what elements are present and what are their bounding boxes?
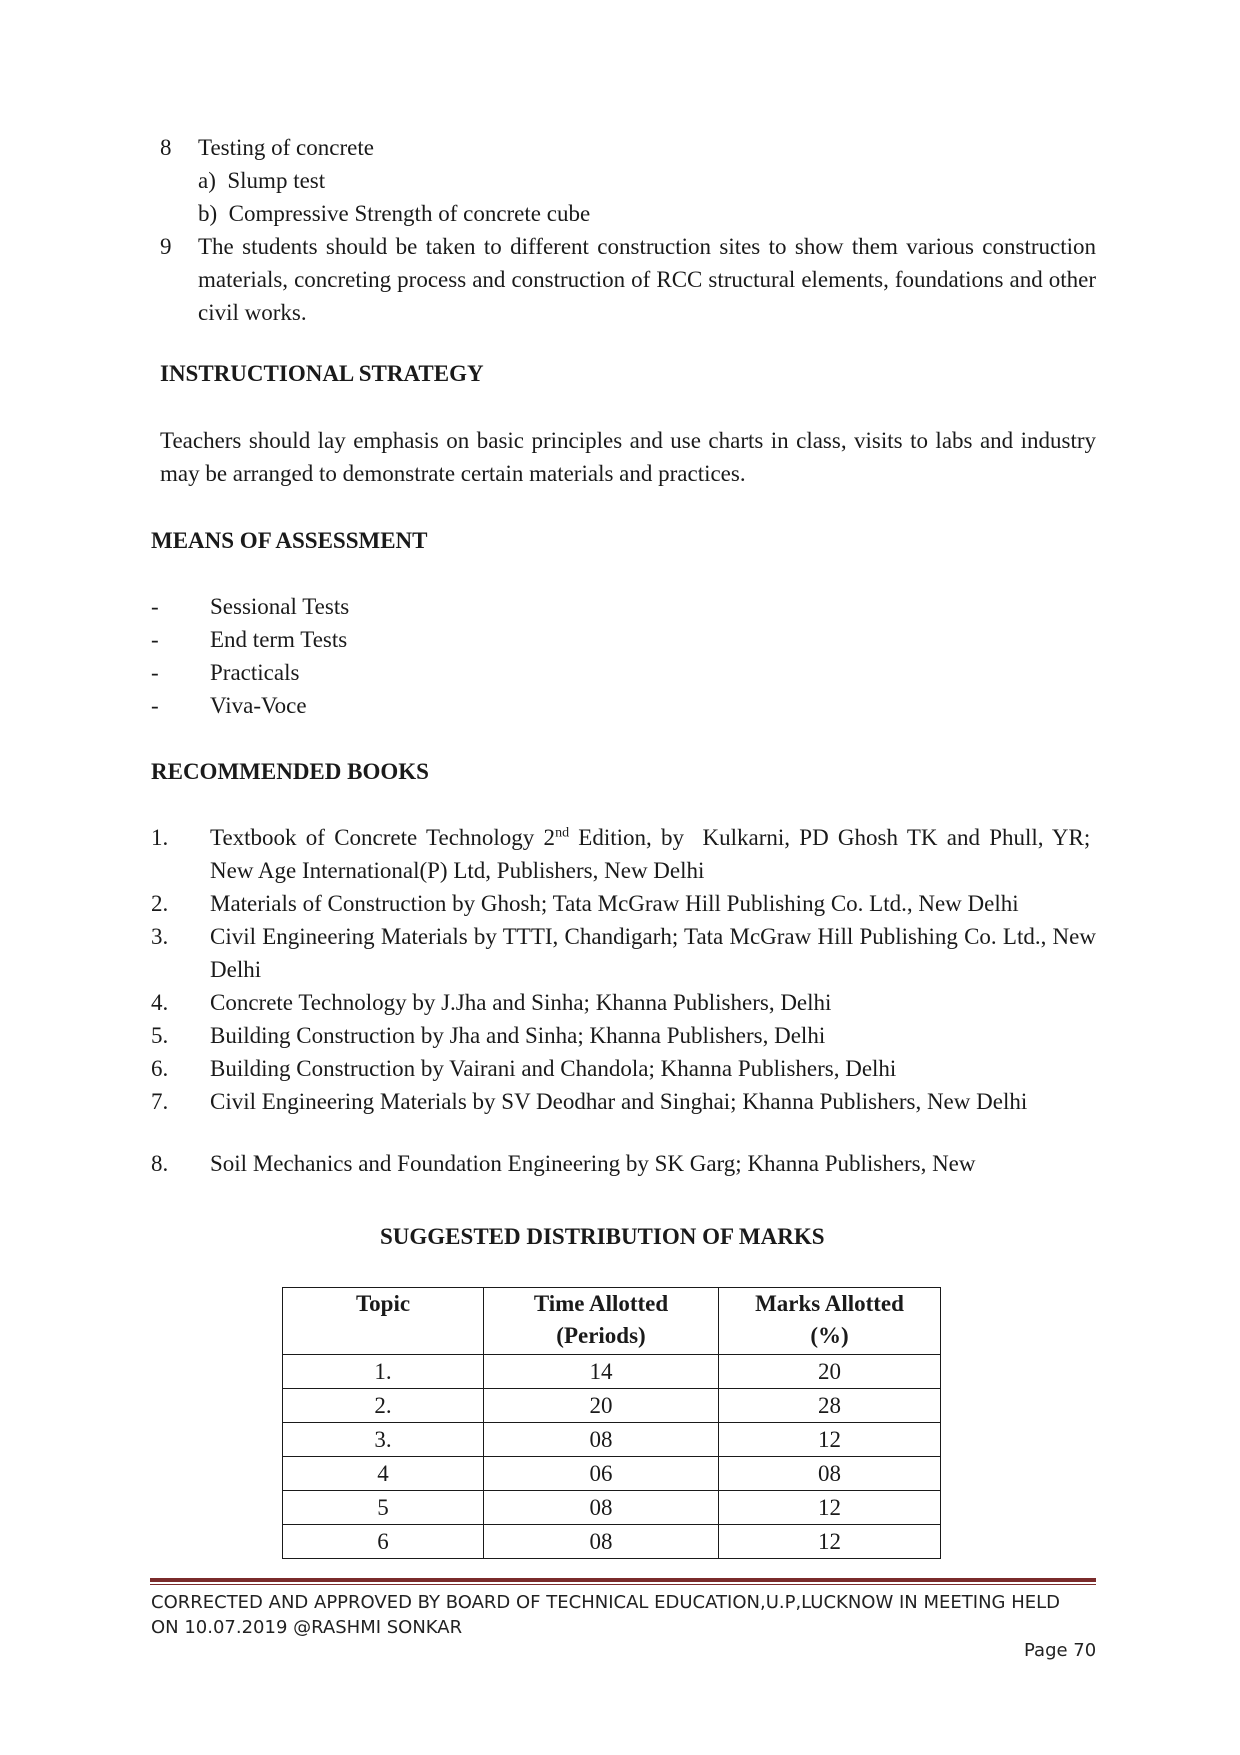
table-row	[283, 1525, 941, 1559]
table-cell: 08	[484, 1525, 719, 1559]
table-row	[283, 1355, 941, 1389]
footer-line: CORRECTED AND APPROVED BY BOARD OF TECHNICAL EDUCATION,U.P,LUCKNOW IN MEETING HELD	[151, 1592, 1060, 1613]
table-cell: 12	[719, 1491, 941, 1525]
bullet-dash: -	[151, 594, 159, 619]
sub-item: b) Compressive Strength of concrete cube	[198, 201, 591, 226]
table-cell: 08	[484, 1423, 719, 1457]
list-item-text: The students should be taken to different construction sites to show them various construction materials, concreting process and construction of RCC structural elements, foundations and other civil works.	[198, 234, 1096, 325]
bullet-dash: -	[151, 693, 159, 718]
column-header-time: Time Allotted (Periods)	[484, 1288, 719, 1355]
table-cell: 20	[719, 1355, 941, 1389]
table-header-row	[283, 1288, 941, 1355]
table-cell: 5	[283, 1491, 484, 1525]
table-cell: 2.	[283, 1389, 484, 1423]
book-text: Building Construction by Vairani and Chandola; Khanna Publishers, Delhi	[210, 1056, 897, 1081]
table-cell: 12	[719, 1423, 941, 1457]
list-item-text: Sessional Tests	[210, 594, 350, 619]
footer-rule	[150, 1578, 1096, 1582]
list-item-number: 8	[160, 135, 172, 160]
list-item-title: Testing of concrete	[198, 135, 374, 160]
book-number: 4.	[151, 990, 169, 1015]
book-number: 5.	[151, 1023, 169, 1048]
book-number: 3.	[151, 924, 169, 949]
table-row	[283, 1423, 941, 1457]
book-number: 6.	[151, 1056, 169, 1081]
bullet-dash: -	[151, 660, 159, 685]
table-cell: 06	[484, 1457, 719, 1491]
table-cell: 08	[719, 1457, 941, 1491]
column-header-marks: Marks Allotted (%)	[719, 1288, 941, 1355]
book-text: Soil Mechanics and Foundation Engineering by SK Garg; Khanna Publishers, New	[210, 1151, 976, 1176]
table-cell: 3.	[283, 1423, 484, 1457]
book-text: Building Construction by Jha and Sinha; Khanna Publishers, Delhi	[210, 1023, 826, 1048]
table-cell: 14	[484, 1355, 719, 1389]
table-cell: 1.	[283, 1355, 484, 1389]
table-row	[283, 1457, 941, 1491]
book-number: 1.	[151, 825, 169, 850]
list-item-text: Practicals	[210, 660, 300, 685]
table-cell: 6	[283, 1525, 484, 1559]
book-number: 8.	[151, 1151, 169, 1176]
table-cell: 08	[484, 1491, 719, 1525]
section-heading: MEANS OF ASSESSMENT	[151, 528, 428, 553]
footer-line: ON 10.07.2019 @RASHMI SONKAR	[151, 1617, 463, 1638]
section-heading: RECOMMENDED BOOKS	[151, 759, 429, 784]
book-text: Concrete Technology by J.Jha and Sinha; Khanna Publishers, Delhi	[210, 990, 832, 1015]
list-item-text: Viva-Voce	[210, 693, 307, 718]
sub-item: a) Slump test	[198, 168, 326, 193]
list-item-text: End term Tests	[210, 627, 348, 652]
table-cell: 20	[484, 1389, 719, 1423]
marks-table	[282, 1287, 941, 1559]
book-text: Materials of Construction by Ghosh; Tata McGraw Hill Publishing Co. Ltd., New Delhi	[210, 891, 1019, 916]
table-cell: 4	[283, 1457, 484, 1491]
book-text: Civil Engineering Materials by TTTI, Chandigarh; Tata McGraw Hill Publishing Co. Ltd., New Delhi	[210, 924, 1096, 982]
footer-rule-thin	[150, 1584, 1096, 1585]
column-header-topic: Topic	[283, 1288, 484, 1355]
book-text: Civil Engineering Materials by SV Deodhar and Singhai; Khanna Publishers, New Delhi	[210, 1089, 1028, 1114]
book-number: 2.	[151, 891, 169, 916]
table-title: SUGGESTED DISTRIBUTION OF MARKS	[380, 1224, 825, 1249]
book-number: 7.	[151, 1089, 169, 1114]
section-heading: INSTRUCTIONAL STRATEGY	[160, 361, 484, 386]
page-number: Page 70	[1024, 1640, 1097, 1661]
book-text: Textbook of Concrete Technology 2nd Edition, by Kulkarni, PD Ghosh TK and Phull, YR; New Age International(P) Ltd, Publishers, New Delhi	[210, 825, 1097, 883]
bullet-dash: -	[151, 627, 159, 652]
table-row	[283, 1389, 941, 1423]
table-cell: 28	[719, 1389, 941, 1423]
table-cell: 12	[719, 1525, 941, 1559]
footer-note	[151, 1590, 1060, 1640]
paragraph: Teachers should lay emphasis on basic principles and use charts in class, visits to labs and industry may be arranged to demonstrate certain materials and practices.	[160, 428, 1096, 486]
table-row	[283, 1491, 941, 1525]
list-item-number: 9	[160, 234, 172, 259]
